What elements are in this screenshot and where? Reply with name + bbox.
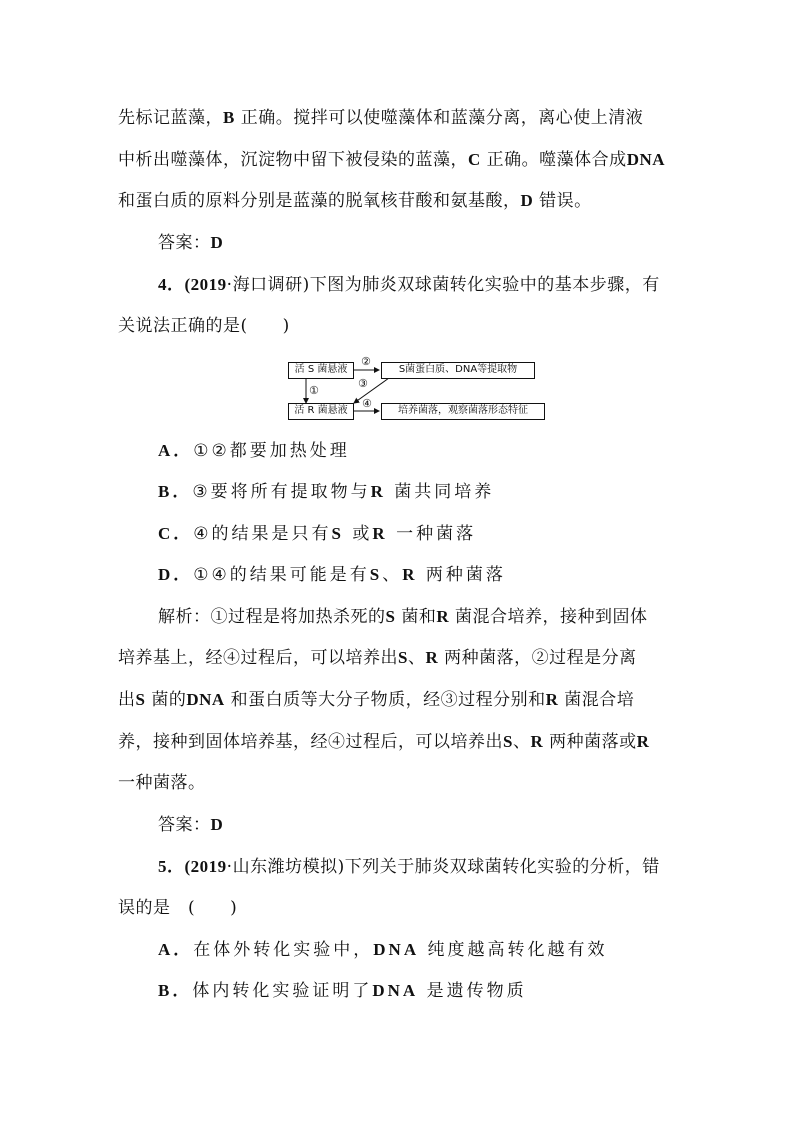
box-live-r: 活 R 菌悬液 bbox=[288, 403, 354, 420]
analysis3-line-2: 中析出噬藻体，沉淀物中留下被侵染的蓝藻，C 正确。噬藻体合成DNA bbox=[118, 150, 666, 170]
label-2: ② bbox=[361, 355, 371, 368]
experiment-diagram bbox=[286, 356, 546, 422]
label-3: ③ bbox=[358, 377, 368, 390]
q5-option-a: A．在体外转化实验中，DNA 纯度越高转化越有效 bbox=[158, 940, 608, 960]
label-4: ④ bbox=[362, 397, 372, 410]
analysis4-line-3: 出S 菌的DNA 和蛋白质等大分子物质，经③过程分别和R 菌混合培 bbox=[118, 690, 635, 710]
analysis4-line-5: 一种菌落。 bbox=[118, 773, 206, 793]
analysis3-line-3: 和蛋白质的原料分别是蓝藻的脱氧核苷酸和氨基酸，D 错误。 bbox=[118, 191, 592, 211]
question-4-line-1: 4．(2019·海口调研)下图为肺炎双球菌转化实验中的基本步骤，有 bbox=[158, 275, 660, 295]
analysis4-line-1: 解析：①过程是将加热杀死的S 菌和R 菌混合培养，接种到固体 bbox=[158, 607, 648, 627]
box-s-extract: S菌蛋白质、DNA等提取物 bbox=[381, 362, 535, 379]
question-4-line-2: 关说法正确的是( ) bbox=[118, 316, 290, 336]
q5-option-b: B．体内转化实验证明了DNA 是遗传物质 bbox=[158, 981, 527, 1001]
q4-option-b: B．③要将所有提取物与R 菌共同培养 bbox=[158, 482, 495, 502]
analysis3-line-1: 先标记蓝藻，B 正确。搅拌可以使噬藻体和蓝藻分离，离心使上清液 bbox=[118, 108, 644, 128]
question-5-line-2: 误的是 ( ) bbox=[118, 898, 238, 918]
answer-4: 答案：D bbox=[158, 815, 224, 835]
label-1: ① bbox=[309, 384, 319, 397]
box-live-s: 活 S 菌悬液 bbox=[288, 362, 354, 379]
q4-option-c: C．④的结果是只有S 或R 一种菌落 bbox=[158, 524, 477, 544]
analysis4-line-2: 培养基上，经④过程后，可以培养出S、R 两种菌落，②过程是分离 bbox=[118, 648, 637, 668]
answer-3: 答案：D bbox=[158, 233, 224, 253]
q4-option-d: D．①④的结果可能是有S、R 两种菌落 bbox=[158, 565, 506, 585]
analysis4-line-4: 养，接种到固体培养基，经④过程后，可以培养出S、R 两种菌落或R bbox=[118, 732, 650, 752]
box-culture: 培养菌落，观察菌落形态特征 bbox=[381, 403, 545, 420]
q4-option-a: A．①②都要加热处理 bbox=[158, 441, 350, 461]
question-5-line-1: 5．(2019·山东潍坊模拟)下列关于肺炎双球菌转化实验的分析，错 bbox=[158, 857, 660, 877]
